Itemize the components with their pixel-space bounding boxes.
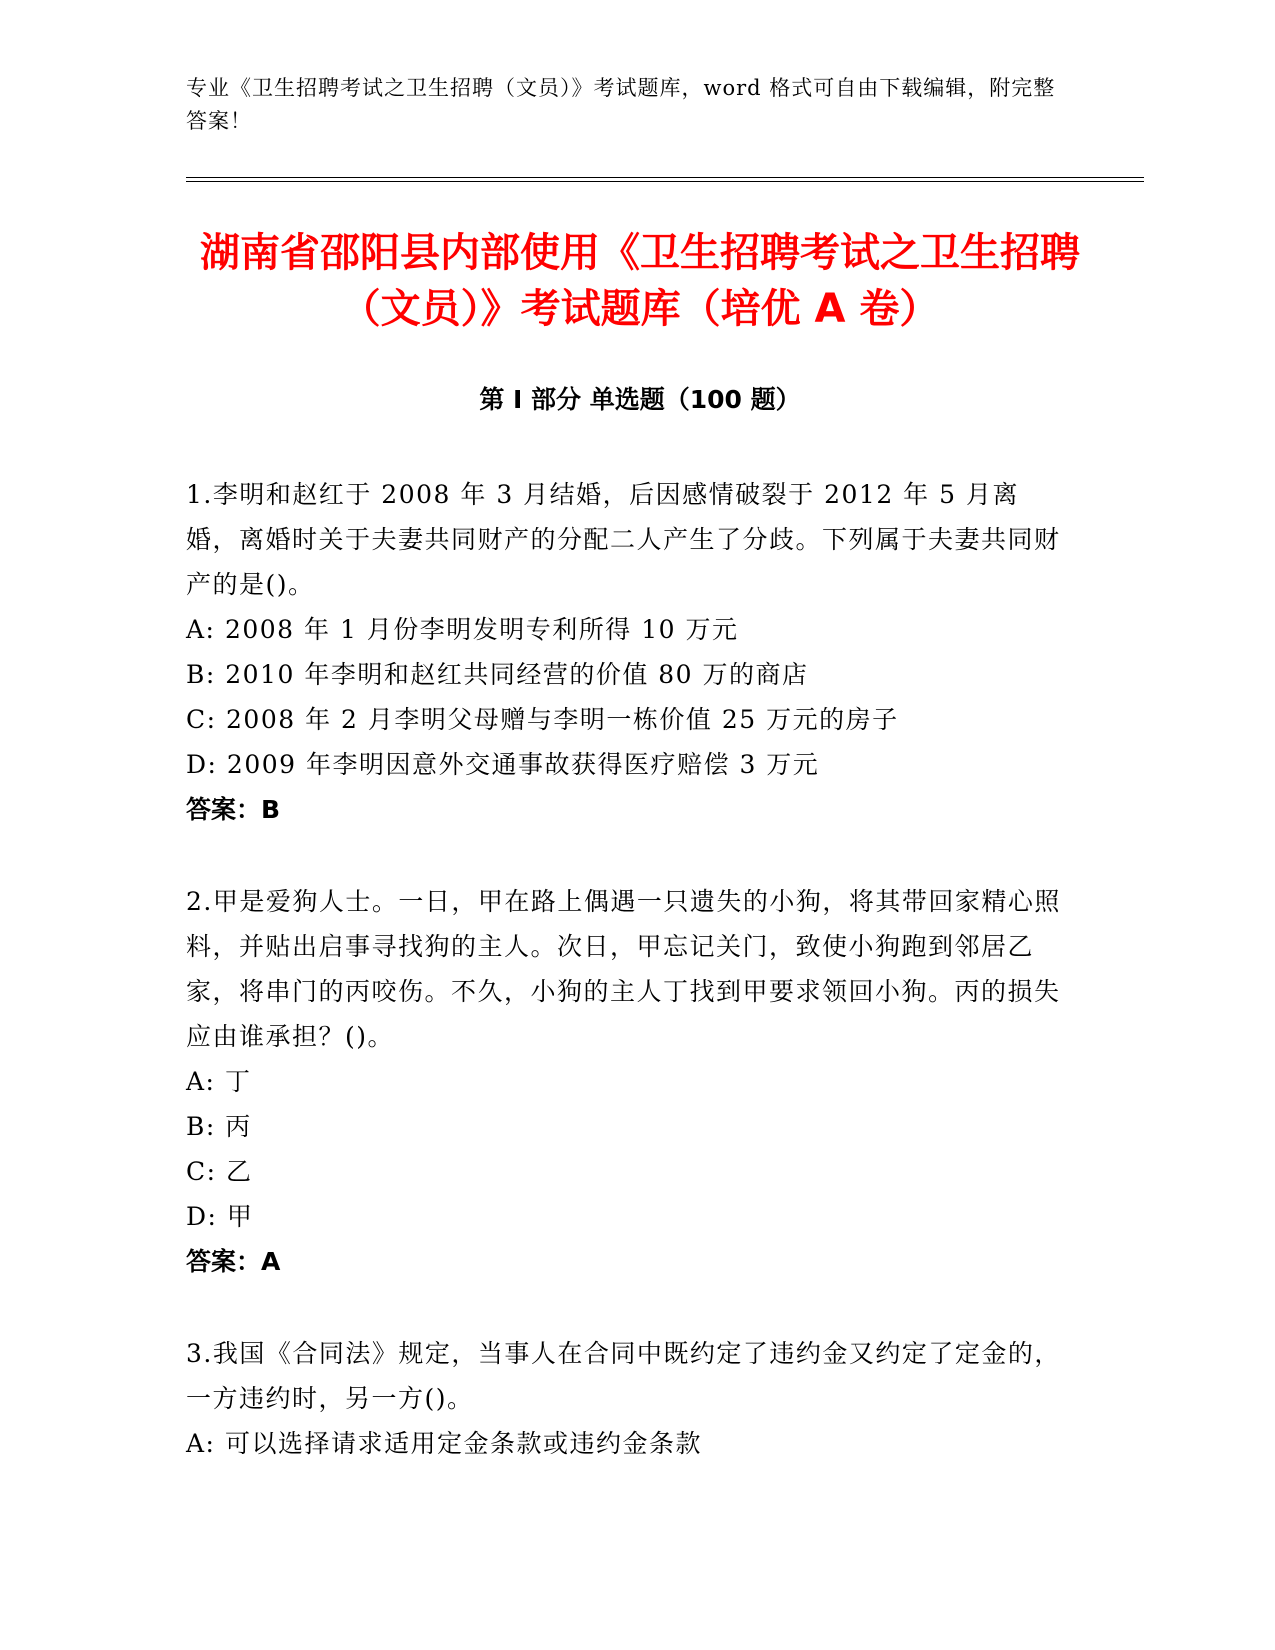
option-letter: A: xyxy=(186,1429,216,1458)
option-d xyxy=(186,1194,1066,1239)
option-c xyxy=(186,1149,1066,1194)
option-text: 可以选择请求适用定金条款或违约金条款 xyxy=(224,1429,702,1458)
question-text: 3.我国《合同法》规定，当事人在合同中既约定了违约金又约定了定金的，一方违约时，另一方()。 xyxy=(186,1339,1061,1413)
option-text: 2008 年 1 月份李明发明专利所得 10 万元 xyxy=(224,615,739,644)
option-text: 2008 年 2 月李明父母赠与李明一栋价值 25 万元的房子 xyxy=(226,705,899,734)
option-d xyxy=(186,742,1066,787)
question-list xyxy=(186,472,1066,1513)
option-letter: B: xyxy=(186,660,216,689)
question-2 xyxy=(186,879,1066,1284)
option-text: 丁 xyxy=(224,1067,252,1096)
header-rule-top xyxy=(186,177,1144,178)
option-letter: B: xyxy=(186,1112,216,1141)
document-title: 湖南省邵阳县内部使用《卫生招聘考试之卫生招聘（文员）》考试题库（培优 A 卷） xyxy=(200,230,1080,332)
option-text: 2010 年李明和赵红共同经营的价值 80 万的商店 xyxy=(225,660,809,689)
option-letter: C: xyxy=(186,1157,217,1186)
question-text: 2.甲是爱狗人士。一日，甲在路上偶遇一只遗失的小狗，将其带回家精心照料，并贴出启事寻找狗的主人。次日，甲忘记关门，致使小狗跑到邻居乙家，将串门的丙咬伤。不久，小狗的主人丁找到甲要求领回小狗。丙的损失应由谁承担？()。 xyxy=(186,887,1061,1051)
header-rule-bottom xyxy=(186,181,1144,182)
section-title: 第 I 部分 单选题（100 题） xyxy=(479,385,801,414)
option-letter: A: xyxy=(186,1067,216,1096)
option-a xyxy=(186,1059,1066,1104)
option-b xyxy=(186,1104,1066,1149)
question-text: 1.李明和赵红于 2008 年 3 月结婚，后因感情破裂于 2012 年 5 月离婚，离婚时关于夫妻共同财产的分配二人产生了分歧。下列属于夫妻共同财产的是()。 xyxy=(186,480,1061,599)
option-text: 丙 xyxy=(225,1112,252,1141)
option-letter: D: xyxy=(186,1202,218,1231)
option-b xyxy=(186,652,1066,697)
option-letter: C: xyxy=(186,705,217,734)
header-note: 专业《卫生招聘考试之卫生招聘（文员）》考试题库，word 格式可自由下载编辑，附完整答案！ xyxy=(186,76,1056,133)
answer-line: 答案：A xyxy=(186,1247,281,1276)
option-text: 乙 xyxy=(226,1157,253,1186)
answer-line: 答案：B xyxy=(186,795,281,824)
question-1 xyxy=(186,472,1066,832)
option-text: 甲 xyxy=(226,1202,254,1231)
option-letter: D: xyxy=(186,750,218,779)
question-3 xyxy=(186,1331,1066,1466)
option-a xyxy=(186,607,1066,652)
option-text: 2009 年李明因意外交通事故获得医疗赔偿 3 万元 xyxy=(226,750,820,779)
option-a xyxy=(186,1421,1066,1466)
option-c xyxy=(186,697,1066,742)
option-letter: A: xyxy=(186,615,216,644)
